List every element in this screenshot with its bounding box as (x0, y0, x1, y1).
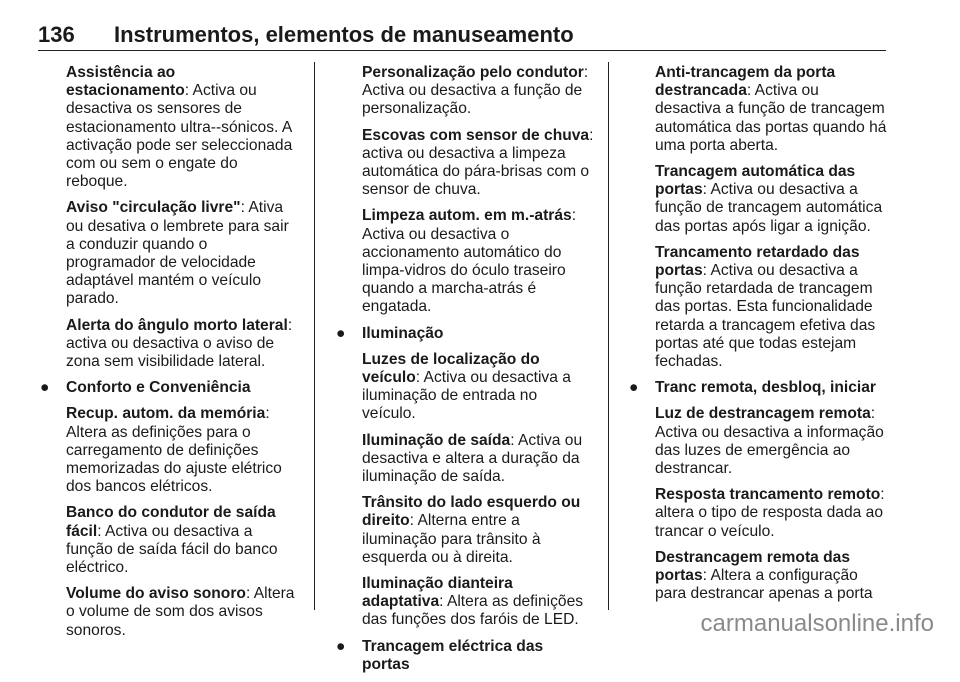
setting-item (38, 504, 300, 577)
setting-item (627, 405, 889, 478)
setting-term: Aviso "circulação livre" (66, 199, 241, 217)
setting-item (38, 405, 300, 496)
watermark: carmanualsonline.info (700, 610, 934, 637)
setting-desc: : Alterna entre a iluminação para trânsito à esquerda ou à direita. (362, 512, 541, 566)
setting-item (334, 64, 594, 119)
setting-desc: : altera o tipo de resposta dada ao trancar o veículo. (655, 486, 885, 540)
header-rule (38, 50, 886, 51)
setting-term: Trânsito do lado esquerdo ou direito (362, 494, 581, 530)
section-bullet (334, 638, 594, 674)
setting-item (627, 549, 889, 604)
setting-desc: : Activa ou desactiva a função de saída fácil do banco eléctrico. (66, 522, 278, 577)
setting-item (334, 432, 594, 487)
setting-term: Destrancagem remota das portas (655, 548, 851, 585)
setting-term: Personalização pelo condutor (362, 64, 584, 81)
setting-term: Anti-trancagem da porta destrancada (655, 64, 836, 100)
section-heading: Trancagem eléctrica das portas (362, 637, 544, 673)
setting-desc: : Activa ou desactiva a função de trancagem automática das portas quando há uma porta aberta. (655, 82, 887, 154)
setting-term: Trancamento retardado das portas (655, 243, 860, 280)
section-heading: Iluminação (362, 324, 444, 342)
column-divider (608, 62, 609, 610)
setting-item (627, 64, 889, 155)
section-bullet (38, 379, 300, 397)
setting-term: Assistência ao estacionamento (66, 64, 185, 100)
setting-term: Iluminação de saída (362, 431, 511, 449)
setting-item (334, 351, 594, 424)
setting-desc: : Altera as definições das funções dos faróis de LED. (362, 593, 584, 629)
setting-desc: : Activa ou desactiva os sensores de estacionamento ultra--sónicos. A activação pode ser seleccionada com ou sem o engate do reboque. (66, 82, 293, 191)
setting-item (627, 244, 889, 371)
setting-term: Recup. autom. da memória (66, 405, 266, 423)
setting-desc: : Activa ou desactiva e altera a duração da iluminação de saída. (362, 431, 583, 486)
setting-desc: : Activa ou desactiva a função retardada de trancagem das portas. Esta funcionalidade retarda a trancagem efetiva das portas até que todas estejam fechadas. (655, 262, 876, 371)
bullet-icon: ● (40, 379, 50, 397)
setting-term: Banco do condutor de saída fácil (66, 504, 276, 540)
setting-term: Luzes de localização do veículo (362, 350, 540, 387)
bullet-icon: ● (336, 637, 346, 655)
setting-term: Luz de destrancagem remota (655, 405, 871, 423)
setting-item (334, 207, 594, 316)
section-bullet (627, 379, 889, 397)
setting-desc: : Ativa ou desativa o lembrete para sair a conduzir quando o programador de velocidade adaptável mantém o veículo parado. (66, 199, 289, 308)
setting-desc: : Altera a configuração para destrancar apenas a porta (655, 567, 873, 603)
setting-item (334, 127, 594, 200)
setting-desc: : Activa ou desactiva a iluminação de entrada no veículo. (362, 369, 571, 423)
setting-term: Iluminação dianteira adaptativa (362, 575, 513, 611)
setting-term: Alerta do ângulo morto lateral (66, 316, 288, 334)
column-1 (38, 64, 300, 648)
setting-desc: : Activa ou desactiva a função de trancagem automática das portas após ligar a ignição. (655, 181, 883, 235)
setting-item (38, 64, 300, 191)
section-bullet (334, 325, 594, 343)
section-heading: Tranc remota, desbloq, iniciar (655, 379, 876, 397)
setting-term: Escovas com sensor de chuva (362, 126, 590, 144)
bullet-icon: ● (336, 324, 346, 342)
setting-item (627, 486, 889, 541)
setting-desc: : Altera as definições para o carregamento de definições memorizadas do ajuste elétrico dos bancos elétricos. (66, 405, 282, 496)
setting-item (334, 494, 594, 567)
setting-desc: : activa ou desactiva a limpeza automática do pára-brisas com o sensor de chuva. (362, 126, 594, 199)
setting-item (38, 317, 300, 372)
setting-term: Volume do aviso sonoro (66, 585, 246, 603)
setting-desc: : Activa ou desactiva o accionamento automático do limpa-vidros do óculo traseiro quando a marcha-atrás é engatada. (362, 207, 577, 316)
setting-desc: : Activa ou desactiva a informação das luzes de emergência ao destrancar. (655, 405, 884, 478)
bullet-icon: ● (629, 379, 639, 397)
setting-desc: : activa ou desactiva o aviso de zona sem visibilidade lateral. (66, 316, 293, 371)
section-heading: Conforto e Conveniência (66, 379, 251, 397)
setting-item (334, 575, 594, 630)
setting-term: Limpeza autom. em m.-atrás (362, 207, 572, 225)
setting-item (38, 585, 300, 640)
setting-desc: : Altera o volume de som dos avisos sonoros. (66, 585, 295, 639)
setting-item (38, 199, 300, 308)
setting-term: Resposta trancamento remoto (655, 486, 881, 504)
setting-term: Trancagem automática das portas (655, 163, 856, 199)
setting-desc: : Activa ou desactiva a função de personalização. (362, 64, 589, 118)
column-3 (627, 64, 889, 611)
setting-item (627, 163, 889, 236)
column-2 (334, 64, 594, 682)
page-title: Instrumentos, elementos de manuseamento (114, 22, 574, 47)
page-number: 136 (38, 22, 75, 47)
column-divider (314, 62, 315, 610)
